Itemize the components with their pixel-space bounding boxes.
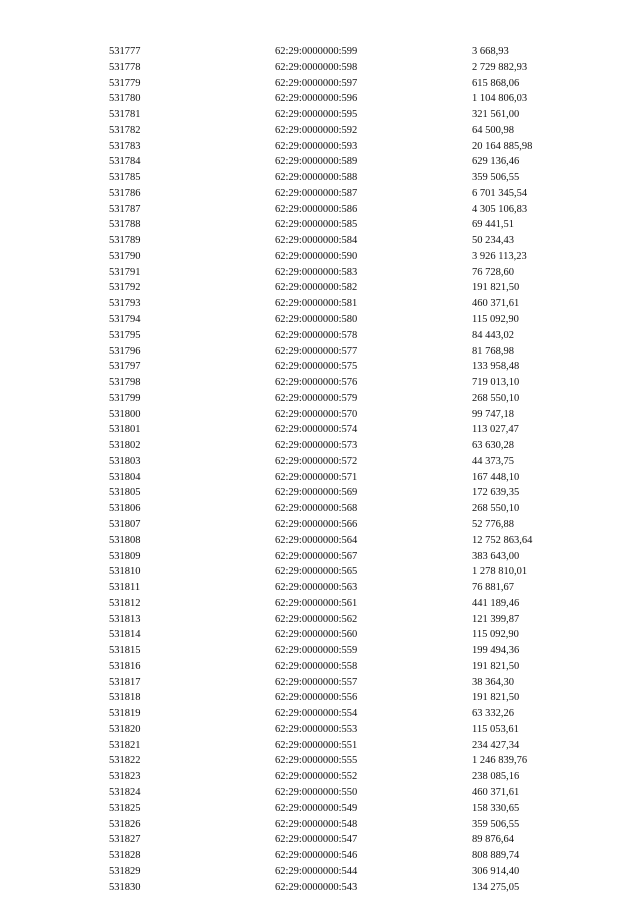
row-number-cell: 531805	[109, 487, 141, 499]
table-row	[109, 753, 572, 769]
table-row	[109, 485, 572, 501]
row-number-cell: 531793	[109, 298, 141, 310]
table-row	[109, 643, 572, 659]
table-row	[109, 832, 572, 848]
cadastral-number-cell: 62:29:0000000:546	[275, 850, 358, 862]
cadastral-value-cell: 460 371,61	[472, 298, 520, 310]
table-row	[109, 186, 572, 202]
table-row	[109, 375, 572, 391]
row-number-cell: 531789	[109, 235, 141, 247]
row-number-cell: 531820	[109, 723, 141, 735]
table-row	[109, 470, 572, 486]
cadastral-number-cell: 62:29:0000000:553	[275, 723, 358, 735]
cadastral-value-cell: 629 136,46	[472, 156, 520, 168]
row-number-cell: 531788	[109, 219, 141, 231]
cadastral-number-cell: 62:29:0000000:578	[275, 329, 358, 341]
cadastral-value-cell: 199 494,36	[472, 645, 520, 657]
row-number-cell: 531829	[109, 865, 141, 877]
table-row	[109, 359, 572, 375]
cadastral-value-cell: 64 500,98	[472, 124, 514, 136]
row-number-cell: 531812	[109, 597, 141, 609]
cadastral-value-cell: 234 427,34	[472, 739, 520, 751]
table-row	[109, 801, 572, 817]
row-number-cell: 531811	[109, 582, 141, 594]
row-number-cell: 531782	[109, 124, 141, 136]
table-row	[109, 769, 572, 785]
row-number-cell: 531787	[109, 203, 141, 215]
cadastral-value-cell: 167 448,10	[472, 471, 520, 483]
cadastral-value-cell: 808 889,74	[472, 850, 520, 862]
cadastral-number-cell: 62:29:0000000:565	[275, 566, 358, 578]
cadastral-number-cell: 62:29:0000000:548	[275, 818, 358, 830]
row-number-cell: 531795	[109, 329, 141, 341]
cadastral-value-cell: 81 768,98	[472, 345, 514, 357]
cadastral-value-cell: 2 729 882,93	[472, 61, 528, 73]
row-number-cell: 531785	[109, 172, 141, 184]
cadastral-value-cell: 359 506,55	[472, 818, 520, 830]
cadastral-value-cell: 121 399,87	[472, 613, 520, 625]
table-row	[109, 675, 572, 691]
cadastral-value-cell: 99 747,18	[472, 408, 514, 420]
row-number-cell: 531798	[109, 377, 141, 389]
table-row	[109, 722, 572, 738]
table-row	[109, 848, 572, 864]
row-number-cell: 531827	[109, 834, 141, 846]
row-number-cell: 531824	[109, 786, 141, 798]
cadastral-number-cell: 62:29:0000000:556	[275, 692, 358, 704]
row-number-cell: 531801	[109, 424, 141, 436]
table-row	[109, 501, 572, 517]
table-row	[109, 202, 572, 218]
row-number-cell: 531822	[109, 755, 141, 767]
cadastral-value-cell: 238 085,16	[472, 771, 520, 783]
table-row	[109, 265, 572, 281]
cadastral-value-cell: 3 668,93	[472, 46, 509, 57]
table-row	[109, 517, 572, 533]
cadastral-value-cell: 134 275,05	[472, 881, 520, 893]
cadastral-number-cell: 62:29:0000000:582	[275, 282, 358, 294]
cadastral-number-cell: 62:29:0000000:588	[275, 172, 358, 184]
cadastral-value-cell: 44 373,75	[472, 455, 514, 467]
row-number-cell: 531823	[109, 771, 141, 783]
row-number-cell: 531802	[109, 440, 141, 452]
cadastral-value-cell: 359 506,55	[472, 172, 520, 184]
row-number-cell: 531777	[109, 46, 141, 57]
cadastral-number-cell: 62:29:0000000:559	[275, 645, 358, 657]
row-number-cell: 531825	[109, 802, 141, 814]
cadastral-value-cell: 133 958,48	[472, 361, 520, 373]
table-row	[109, 738, 572, 754]
table-row	[109, 438, 572, 454]
row-number-cell: 531803	[109, 455, 141, 467]
table-row	[109, 422, 572, 438]
cadastral-value-cell: 158 330,65	[472, 802, 520, 814]
cadastral-value-cell: 63 332,26	[472, 708, 514, 720]
cadastral-value-cell: 719 013,10	[472, 377, 520, 389]
cadastral-number-cell: 62:29:0000000:550	[275, 786, 358, 798]
table-body	[109, 44, 572, 895]
cadastral-number-cell: 62:29:0000000:544	[275, 865, 358, 877]
row-number-cell: 531783	[109, 140, 141, 152]
cadastral-number-cell: 62:29:0000000:585	[275, 219, 358, 231]
table-row	[109, 785, 572, 801]
cadastral-number-cell: 62:29:0000000:583	[275, 266, 358, 278]
row-number-cell: 531819	[109, 708, 141, 720]
row-number-cell: 531809	[109, 550, 141, 562]
row-number-cell: 531818	[109, 692, 141, 704]
table-row	[109, 107, 572, 123]
row-number-cell: 531815	[109, 645, 141, 657]
table-row	[109, 817, 572, 833]
table-row	[109, 580, 572, 596]
cadastral-number-cell: 62:29:0000000:573	[275, 440, 358, 452]
row-number-cell: 531828	[109, 850, 141, 862]
table-row	[109, 627, 572, 643]
cadastral-value-cell: 3 926 113,23	[472, 250, 527, 262]
cadastral-number-cell: 62:29:0000000:599	[275, 46, 358, 57]
row-number-cell: 531781	[109, 109, 141, 121]
cadastral-value-cell: 12 752 863,64	[472, 534, 533, 546]
cadastral-number-cell: 62:29:0000000:566	[275, 518, 358, 530]
cadastral-number-cell: 62:29:0000000:597	[275, 77, 358, 89]
table-row	[109, 123, 572, 139]
table-row	[109, 328, 572, 344]
cadastral-number-cell: 62:29:0000000:567	[275, 550, 358, 562]
row-number-cell: 531830	[109, 881, 141, 893]
row-number-cell: 531807	[109, 518, 141, 530]
cadastral-number-cell: 62:29:0000000:560	[275, 629, 358, 641]
cadastral-value-cell: 321 561,00	[472, 109, 520, 121]
cadastral-value-cell: 383 643,00	[472, 550, 520, 562]
table-row	[109, 233, 572, 249]
cadastral-number-cell: 62:29:0000000:564	[275, 534, 358, 546]
row-number-cell: 531814	[109, 629, 141, 641]
table-row	[109, 91, 572, 107]
cadastral-number-cell: 62:29:0000000:555	[275, 755, 358, 767]
row-number-cell: 531804	[109, 471, 141, 483]
cadastral-value-cell: 268 550,10	[472, 503, 520, 515]
row-number-cell: 531821	[109, 739, 141, 751]
table-row	[109, 344, 572, 360]
table-row	[109, 880, 572, 896]
table-row	[109, 659, 572, 675]
cadastral-value-cell: 615 868,06	[472, 77, 520, 89]
cadastral-value-cell: 69 441,51	[472, 219, 514, 231]
cadastral-number-cell: 62:29:0000000:592	[275, 124, 358, 136]
cadastral-value-cell: 191 821,50	[472, 692, 520, 704]
cadastral-number-cell: 62:29:0000000:574	[275, 424, 358, 436]
cadastral-number-cell: 62:29:0000000:589	[275, 156, 358, 168]
cadastral-number-cell: 62:29:0000000:557	[275, 676, 358, 688]
row-number-cell: 531800	[109, 408, 141, 420]
row-number-cell: 531810	[109, 566, 141, 578]
cadastral-number-cell: 62:29:0000000:570	[275, 408, 358, 420]
table-row	[109, 217, 572, 233]
row-number-cell: 531786	[109, 187, 141, 199]
row-number-cell: 531778	[109, 61, 141, 73]
cadastral-value-cell: 115 092,90	[472, 314, 519, 326]
row-number-cell: 531792	[109, 282, 141, 294]
row-number-cell: 531784	[109, 156, 141, 168]
row-number-cell: 531826	[109, 818, 141, 830]
cadastral-value-cell: 4 305 106,83	[472, 203, 528, 215]
cadastral-value-cell: 460 371,61	[472, 786, 520, 798]
row-number-cell: 531817	[109, 676, 141, 688]
table-row	[109, 706, 572, 722]
cadastral-value-cell: 113 027,47	[472, 424, 519, 436]
cadastral-value-cell: 89 876,64	[472, 834, 514, 846]
cadastral-value-cell: 1 278 810,01	[472, 566, 528, 578]
cadastral-number-cell: 62:29:0000000:562	[275, 613, 358, 625]
cadastral-number-cell: 62:29:0000000:596	[275, 93, 358, 105]
cadastral-value-cell: 38 364,30	[472, 676, 514, 688]
row-number-cell: 531797	[109, 361, 141, 373]
row-number-cell: 531794	[109, 314, 141, 326]
table-row	[109, 280, 572, 296]
cadastral-value-cell: 84 443,02	[472, 329, 514, 341]
cadastral-number-cell: 62:29:0000000:551	[275, 739, 358, 751]
cadastral-value-cell: 268 550,10	[472, 392, 520, 404]
cadastral-number-cell: 62:29:0000000:571	[275, 471, 358, 483]
table-row	[109, 533, 572, 549]
cadastral-value-cell: 76 881,67	[472, 582, 514, 594]
cadastral-number-cell: 62:29:0000000:576	[275, 377, 358, 389]
cadastral-value-cell: 20 164 885,98	[472, 140, 533, 152]
table-row	[109, 312, 572, 328]
table-row	[109, 154, 572, 170]
cadastral-value-cell: 191 821,50	[472, 660, 520, 672]
cadastral-number-cell: 62:29:0000000:549	[275, 802, 358, 814]
cadastral-number-cell: 62:29:0000000:572	[275, 455, 358, 467]
cadastral-value-cell: 1 246 839,76	[472, 755, 528, 767]
table-row	[109, 76, 572, 92]
row-number-cell: 531806	[109, 503, 141, 515]
cadastral-number-cell: 62:29:0000000:554	[275, 708, 358, 720]
cadastral-value-cell: 115 092,90	[472, 629, 519, 641]
row-number-cell: 531779	[109, 77, 141, 89]
cadastral-number-cell: 62:29:0000000:587	[275, 187, 358, 199]
table-row	[109, 596, 572, 612]
cadastral-number-cell: 62:29:0000000:593	[275, 140, 358, 152]
cadastral-number-cell: 62:29:0000000:561	[275, 597, 358, 609]
cadastral-value-cell: 50 234,43	[472, 235, 514, 247]
cadastral-number-cell: 62:29:0000000:563	[275, 582, 358, 594]
table-row	[109, 549, 572, 565]
cadastral-number-cell: 62:29:0000000:581	[275, 298, 358, 310]
table-row	[109, 170, 572, 186]
cadastral-number-cell: 62:29:0000000:547	[275, 834, 358, 846]
row-number-cell: 531816	[109, 660, 141, 672]
table-row	[109, 690, 572, 706]
cadastral-number-cell: 62:29:0000000:579	[275, 392, 358, 404]
table-row	[109, 139, 572, 155]
cadastral-value-table	[109, 44, 572, 895]
table-row	[109, 407, 572, 423]
cadastral-number-cell: 62:29:0000000:580	[275, 314, 358, 326]
table-row	[109, 296, 572, 312]
cadastral-value-cell: 76 728,60	[472, 266, 514, 278]
cadastral-value-cell: 115 053,61	[472, 723, 519, 735]
row-number-cell: 531808	[109, 534, 141, 546]
table-row	[109, 249, 572, 265]
table-row	[109, 612, 572, 628]
cadastral-number-cell: 62:29:0000000:552	[275, 771, 358, 783]
cadastral-value-cell: 441 189,46	[472, 597, 520, 609]
cadastral-value-cell: 63 630,28	[472, 440, 514, 452]
cadastral-number-cell: 62:29:0000000:569	[275, 487, 358, 499]
table-row	[109, 391, 572, 407]
cadastral-value-cell: 306 914,40	[472, 865, 520, 877]
cadastral-value-cell: 1 104 806,03	[472, 93, 528, 105]
cadastral-value-cell: 191 821,50	[472, 282, 520, 294]
cadastral-number-cell: 62:29:0000000:598	[275, 61, 358, 73]
cadastral-number-cell: 62:29:0000000:575	[275, 361, 358, 373]
row-number-cell: 531790	[109, 250, 141, 262]
cadastral-value-cell: 52 776,88	[472, 518, 514, 530]
cadastral-number-cell: 62:29:0000000:584	[275, 235, 358, 247]
cadastral-number-cell: 62:29:0000000:568	[275, 503, 358, 515]
cadastral-value-cell: 172 639,35	[472, 487, 520, 499]
table-row	[109, 60, 572, 76]
row-number-cell: 531796	[109, 345, 141, 357]
cadastral-number-cell: 62:29:0000000:590	[275, 250, 358, 262]
cadastral-number-cell: 62:29:0000000:586	[275, 203, 358, 215]
cadastral-number-cell: 62:29:0000000:577	[275, 345, 358, 357]
cadastral-number-cell: 62:29:0000000:543	[275, 881, 358, 893]
table-row	[109, 44, 572, 60]
cadastral-number-cell: 62:29:0000000:558	[275, 660, 358, 672]
cadastral-number-cell: 62:29:0000000:595	[275, 109, 358, 121]
row-number-cell: 531791	[109, 266, 141, 278]
row-number-cell: 531780	[109, 93, 141, 105]
cadastral-value-cell: 6 701 345,54	[472, 187, 528, 199]
row-number-cell: 531799	[109, 392, 141, 404]
table-row	[109, 564, 572, 580]
row-number-cell: 531813	[109, 613, 141, 625]
table-row	[109, 454, 572, 470]
table-row	[109, 864, 572, 880]
